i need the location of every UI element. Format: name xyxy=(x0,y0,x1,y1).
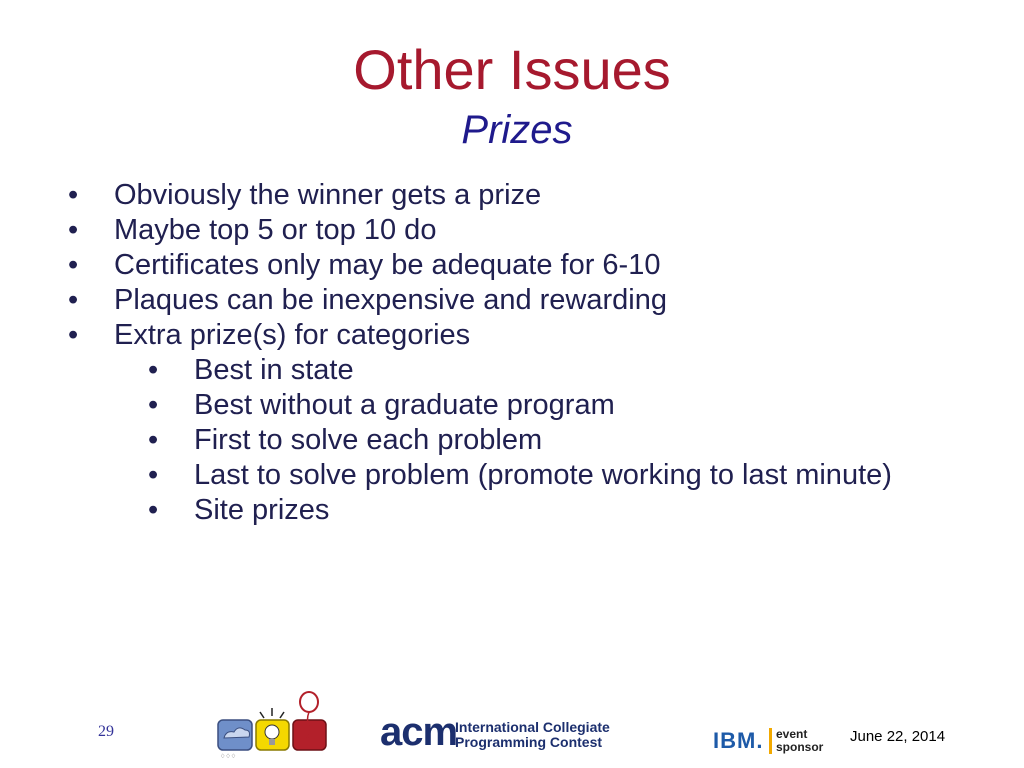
bullet-item xyxy=(0,283,1024,318)
acm-logo-word: acm xyxy=(380,710,458,754)
bullet-item xyxy=(0,213,1024,248)
bullet-text: First to solve each problem xyxy=(194,424,543,456)
bullet-dot: • xyxy=(148,354,159,386)
bullet-item xyxy=(0,318,1024,353)
acm-logo-line2: Programming Contest xyxy=(455,734,603,750)
bullet-text: Last to solve problem (promote working to last minute) xyxy=(194,459,892,491)
bullet-item xyxy=(0,178,1024,213)
bullet-text: Obviously the winner gets a prize xyxy=(114,179,542,211)
bullet-text: Plaques can be inexpensive and rewarding xyxy=(114,284,667,316)
ibm-logo-line1: event xyxy=(776,727,808,741)
sub-bullet-item xyxy=(0,423,1024,458)
cloud-icon xyxy=(218,720,252,760)
slide-subtitle: Prizes xyxy=(461,108,573,152)
ibm-logo-word: IBM. xyxy=(713,728,764,753)
bullet-text: Best in state xyxy=(194,354,354,386)
bullet-dot: • xyxy=(68,179,79,211)
bullet-text: Maybe top 5 or top 10 do xyxy=(114,214,437,246)
svg-text:♢♢♢: ♢♢♢ xyxy=(220,753,237,760)
bullet-text: Extra prize(s) for categories xyxy=(114,319,471,351)
lightbulb-icon xyxy=(256,708,289,750)
sub-bullet-item xyxy=(0,353,1024,388)
acm-logo-line1: International Collegiate xyxy=(455,719,610,735)
bullet-item xyxy=(0,248,1024,283)
bullet-dot: • xyxy=(68,249,79,281)
ibm-sponsor-logo xyxy=(713,728,823,756)
bullet-dot: • xyxy=(148,424,159,456)
bullet-dot: • xyxy=(68,214,79,246)
bullet-list xyxy=(0,178,1024,528)
bullet-text: Site prizes xyxy=(194,494,330,526)
footer-date: June 22, 2014 xyxy=(850,728,946,745)
acm-icpc-logo xyxy=(380,710,610,754)
bullet-dot: • xyxy=(148,389,159,421)
bullet-dot: • xyxy=(68,319,79,351)
sub-bullet-item xyxy=(0,493,1024,528)
ibm-logo-line2: sponsor xyxy=(776,740,824,754)
ibm-logo-divider xyxy=(769,728,772,754)
slide-title: Other Issues xyxy=(353,38,671,101)
bullet-text: Certificates only may be adequate for 6-10 xyxy=(114,249,661,281)
sub-bullet-item xyxy=(0,388,1024,423)
bullet-dot: • xyxy=(68,284,79,316)
contest-icons-logo xyxy=(214,690,329,760)
acm-logo-text xyxy=(455,720,610,750)
balloon-icon xyxy=(293,692,326,750)
bullet-text: Best without a graduate program xyxy=(194,389,615,421)
bullet-dot: • xyxy=(148,459,159,491)
page-number: 29 xyxy=(98,723,114,740)
bullet-dot: • xyxy=(148,494,159,526)
sub-bullet-item xyxy=(0,458,1024,493)
ibm-logo-text xyxy=(776,728,823,754)
